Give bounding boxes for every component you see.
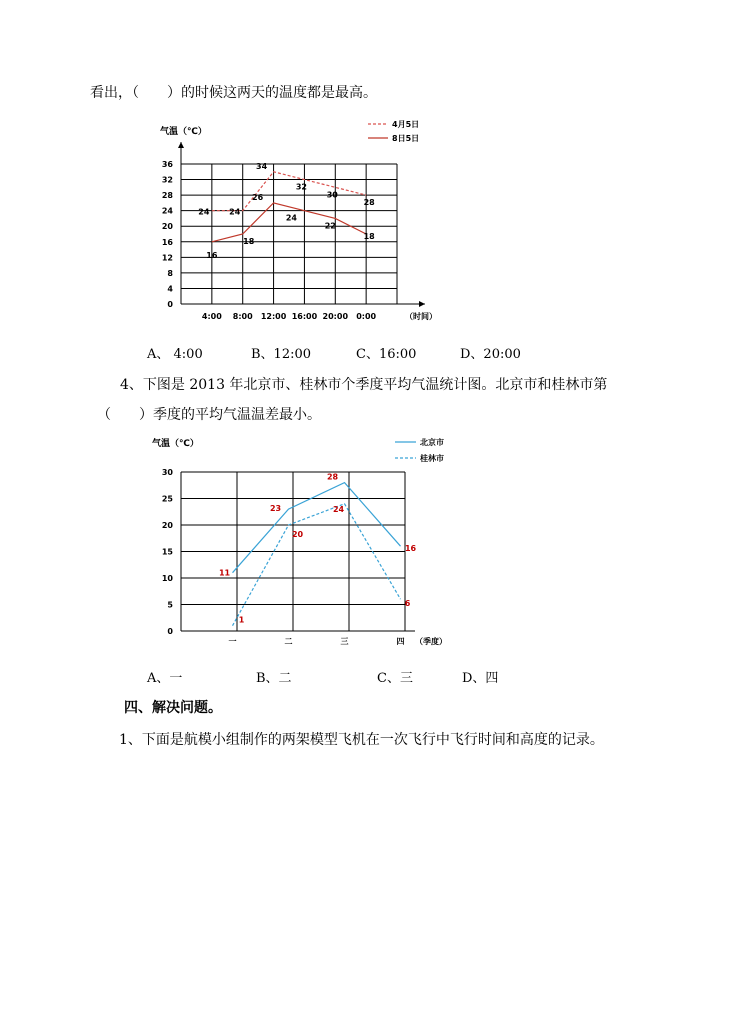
x-tick-label: 8:00 bbox=[232, 312, 253, 321]
temperature-line-chart-1 bbox=[140, 112, 450, 327]
y-tick-label: 10 bbox=[161, 574, 173, 583]
series-line bbox=[212, 172, 366, 211]
y-tick-label: 25 bbox=[161, 494, 173, 504]
y-tick-label: 0 bbox=[167, 300, 173, 309]
data-label: 24 bbox=[285, 213, 297, 223]
data-label: 18 bbox=[243, 237, 255, 246]
q4-option-a[interactable]: A、一 bbox=[147, 671, 183, 686]
data-label: 23 bbox=[269, 504, 282, 514]
y-tick-label: 30 bbox=[161, 468, 173, 477]
data-label: 16 bbox=[404, 544, 417, 554]
data-label: 28 bbox=[326, 472, 339, 482]
y-tick-label: 16 bbox=[161, 237, 173, 247]
y-tick-label: 5 bbox=[167, 600, 173, 610]
x-axis-title: （季度） bbox=[415, 637, 447, 646]
x-axis-title: （时间） bbox=[405, 312, 437, 321]
data-label: 18 bbox=[363, 232, 375, 241]
y-tick-label: 28 bbox=[161, 191, 173, 201]
x-tick-label: 12:00 bbox=[260, 312, 287, 321]
data-label: 34 bbox=[256, 161, 268, 171]
data-label: 22 bbox=[324, 221, 336, 231]
y-tick-label: 4 bbox=[167, 284, 173, 294]
legend-label: 8日5日 bbox=[392, 134, 420, 143]
q3-option-a[interactable]: A、 4:00 bbox=[147, 347, 203, 362]
q4-option-c[interactable]: C、三 bbox=[377, 671, 413, 686]
x-tick-label: 二 bbox=[284, 637, 293, 646]
x-tick-label: 四 bbox=[396, 637, 405, 646]
temperature-line-chart-2 bbox=[140, 428, 470, 653]
x-tick-label: 0:00 bbox=[356, 312, 377, 321]
data-label: 16 bbox=[206, 250, 218, 260]
y-tick-label: 36 bbox=[161, 160, 173, 169]
q3-option-d[interactable]: D、20:00 bbox=[460, 347, 521, 362]
data-label: 28 bbox=[363, 198, 375, 208]
data-label: 1 bbox=[238, 615, 245, 625]
data-label: 20 bbox=[291, 530, 304, 539]
legend-label: 北京市 bbox=[420, 438, 444, 447]
y-tick-label: 24 bbox=[161, 206, 173, 216]
q4-question-line2: （ ）季度的平均气温温差最小。 bbox=[97, 407, 321, 423]
series-line bbox=[233, 504, 401, 626]
data-label: 32 bbox=[295, 182, 307, 192]
data-label: 24 bbox=[229, 207, 241, 217]
legend-label: 4月5日 bbox=[392, 120, 420, 129]
x-axis-arrow bbox=[419, 301, 425, 307]
x-tick-label: 三 bbox=[340, 637, 349, 646]
y-axis-title: 气温（℃） bbox=[152, 439, 199, 449]
data-label: 30 bbox=[326, 190, 338, 200]
y-tick-label: 8 bbox=[167, 268, 173, 278]
q3-question-text: 看出，（ ）的时候这两天的温度都是最高。 bbox=[90, 85, 377, 101]
y-axis-arrow bbox=[178, 142, 184, 148]
y-tick-label: 20 bbox=[161, 521, 173, 530]
q3-option-b[interactable]: B、12:00 bbox=[251, 347, 312, 362]
x-tick-label: 一 bbox=[228, 637, 237, 646]
x-tick-label: 16:00 bbox=[291, 312, 318, 321]
solve-question-1: 1、下面是航模小组制作的两架模型飞机在一次飞行中飞行时间和高度的记录。 bbox=[119, 732, 604, 748]
data-label: 24 bbox=[332, 504, 345, 514]
data-label: 24 bbox=[198, 207, 210, 217]
q3-option-c[interactable]: C、16:00 bbox=[356, 347, 417, 362]
y-tick-label: 20 bbox=[161, 222, 173, 232]
q4-question-line1: 4、下图是 2013 年北京市、桂林市个季度平均气温统计图。北京市和桂林市第 bbox=[120, 377, 608, 393]
series-line bbox=[233, 483, 401, 573]
y-tick-label: 15 bbox=[161, 547, 173, 557]
data-label: 11 bbox=[218, 568, 231, 578]
y-axis-title: 气温（℃） bbox=[160, 127, 207, 137]
q4-option-b[interactable]: B、二 bbox=[256, 671, 292, 686]
data-label: 6 bbox=[404, 599, 411, 609]
y-tick-label: 0 bbox=[167, 627, 173, 636]
y-tick-label: 32 bbox=[161, 175, 173, 185]
y-tick-label: 12 bbox=[161, 253, 173, 263]
x-tick-label: 20:00 bbox=[322, 312, 349, 321]
q4-option-d[interactable]: D、四 bbox=[462, 671, 499, 686]
x-tick-label: 4:00 bbox=[201, 312, 222, 321]
section-heading: 四、解决问题。 bbox=[124, 700, 222, 716]
legend-label: 桂林市 bbox=[420, 454, 444, 463]
data-label: 26 bbox=[252, 192, 264, 202]
